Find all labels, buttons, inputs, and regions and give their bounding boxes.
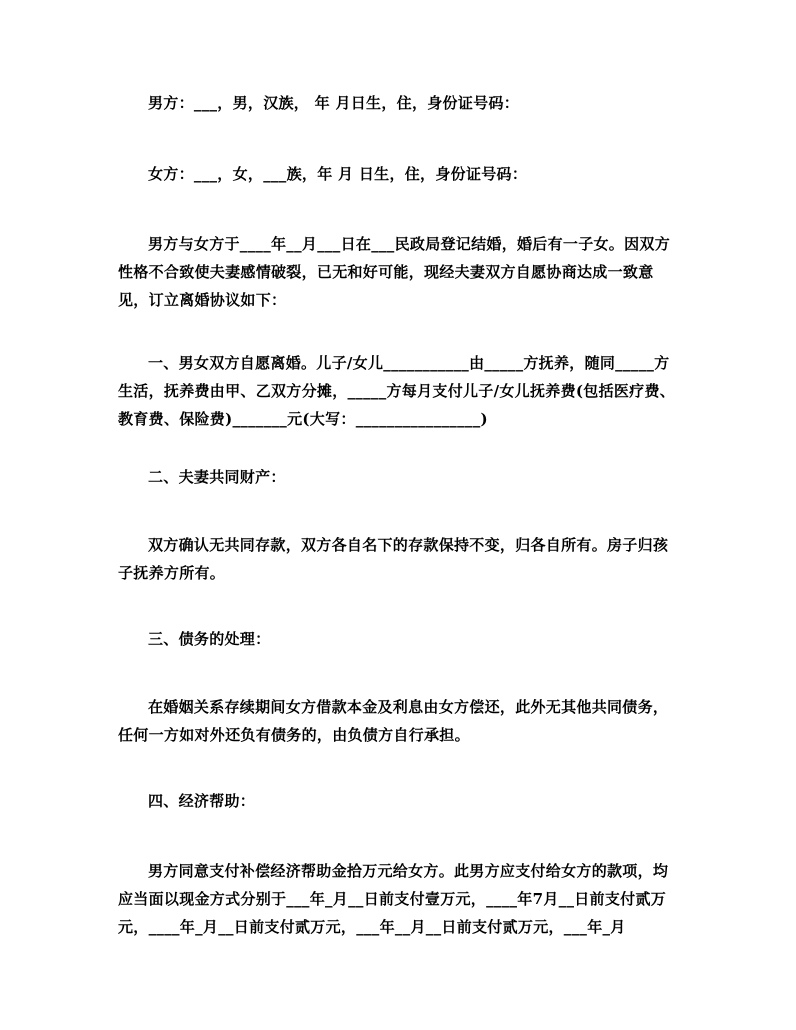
clause-1-custody: 一、男女双方自愿离婚。儿子/女儿___________由_____方抚养，随同_____方生活，抚养费由甲、乙双方分摊，_____方每月支付儿子/女儿抚养费(包括医疗费、教育费、保险费)_______元(大写：________________)	[118, 354, 676, 428]
property-paragraph: 双方确认无共同存款，双方各自名下的存款保持不变，归各自所有。房子归孩子抚养方所有。	[118, 536, 669, 582]
section-heading-debts: 三、债务的处理：	[148, 630, 271, 648]
section-heading-property: 二、夫妻共同财产：	[148, 468, 286, 486]
section-heading-financial-help: 四、经济帮助：	[148, 792, 256, 810]
debts-paragraph: 在婚姻关系存续期间女方借款本金及利息由女方偿还，此外无其他共同债务，任何一方如对外还负有债务的，由负债方自行承担。	[118, 698, 669, 744]
marriage-intro-paragraph: 男方与女方于____年__月___日在___民政局登记结婚，婚后有一子女。因双方性格不合致使夫妻感情破裂，已无和好可能，现经夫妻双方自愿协商达成一致意见，订立离婚协议如下：	[118, 235, 671, 309]
financial-help-paragraph: 男方同意支付补偿经济帮助金拾万元给女方。此男方应支付给女方的款项，均应当面以现金方式分别于___年_月__日前支付壹万元，____年7月__日前支付贰万元，____年_月__日前支付贰万元，___年__月__日前支付贰万元，___年_月	[118, 862, 669, 936]
party-female-info: 女方：___，女，___族，年 月 日生，住，身份证号码：	[148, 165, 528, 183]
party-male-info: 男方：___，男，汉族， 年 月日生，住，身份证号码：	[148, 94, 520, 112]
